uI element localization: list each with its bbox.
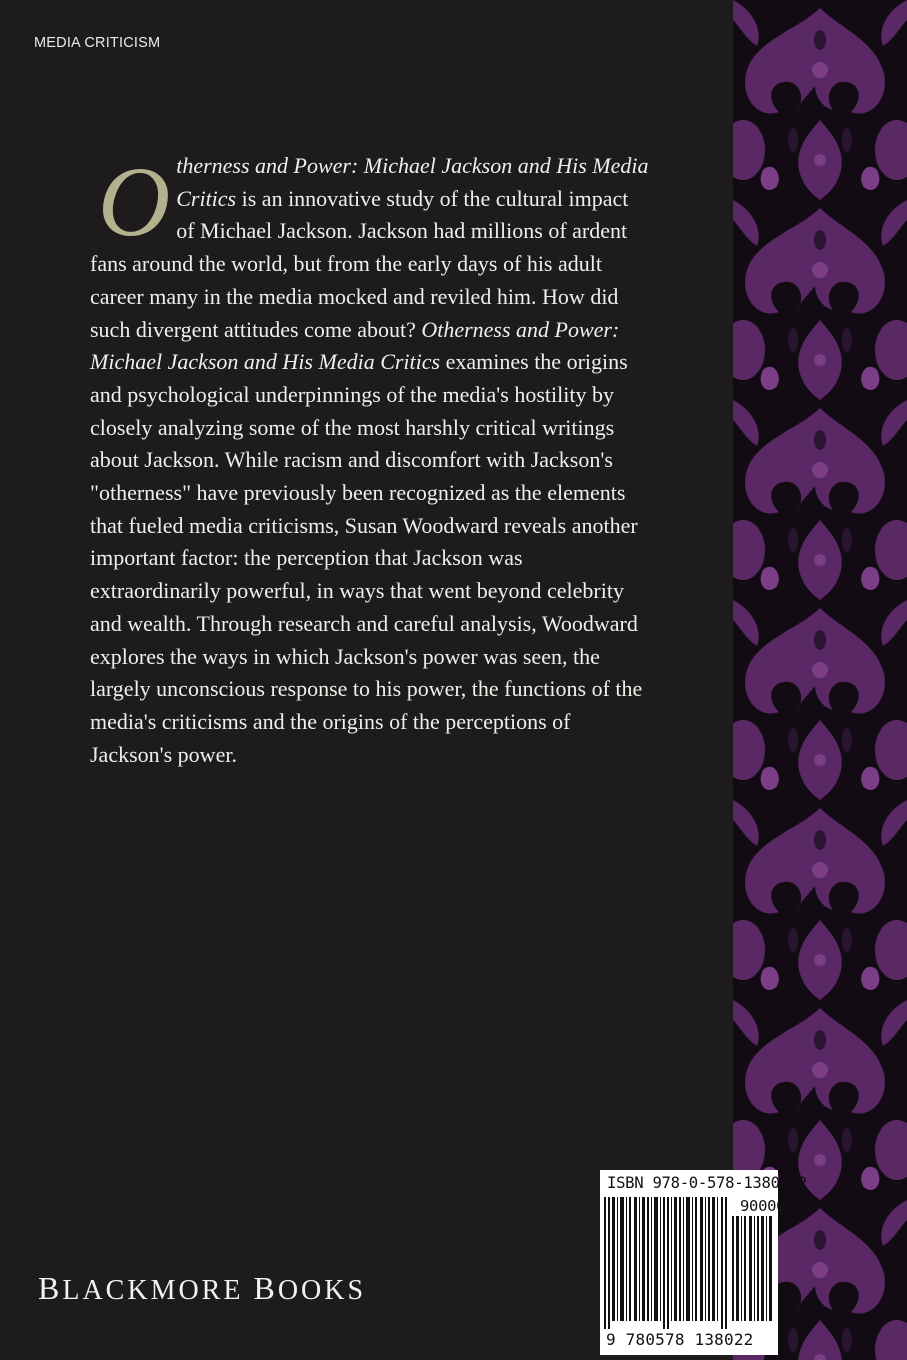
description-blurb <box>90 146 650 771</box>
category-label: MEDIA CRITICISM <box>34 35 161 51</box>
book-title-italic: therness and Power: Michael Jackson and His Media Critics <box>176 153 649 211</box>
isbn-barcode <box>600 1170 807 1355</box>
book-title-italic-2: Otherness and Power: Michael Jackson and His Media Critics <box>90 316 620 375</box>
publisher-logo: BLACKMORE BOOKS <box>38 1270 367 1306</box>
barcode-number: 9 780578 138022 <box>606 1330 754 1349</box>
blurb-text-2: examines the origins and psychological underpinnings of the media's hostility by closely analyzing some of the most harshly critical writings about Jackson. While racism and discomfort with Jackson's "otherness" have previously been recognized as the elements that fueled media criticisms, Susan Woodward reveals another important factor: the perception that Jackson was extraordinarily powerful, in ways that went beyond celebrity and wealth. Through research and careful analysis, Woodward explores the ways in which Jackson's power was seen, the largely unconscious response to his power, the functions of the media's criticisms and the origins of the perceptions of Jackson's power. <box>90 349 643 767</box>
drop-cap: O <box>98 146 171 257</box>
isbn-text: ISBN 978-0-578-13802-2 <box>607 1174 807 1192</box>
addon-bars <box>730 1216 774 1321</box>
barcode-bars <box>602 1197 730 1329</box>
blurb-text-1: is an innovative study of the cultural impact of Michael Jackson. Jackson had millions of ardent fans around the world, but from the early days of his adult career many in the media mocked and reviled him. How did such divergent attitudes come about? <box>90 185 629 342</box>
price-addon-text: 90000 <box>740 1197 786 1215</box>
damask-pattern-strip <box>733 0 907 1360</box>
